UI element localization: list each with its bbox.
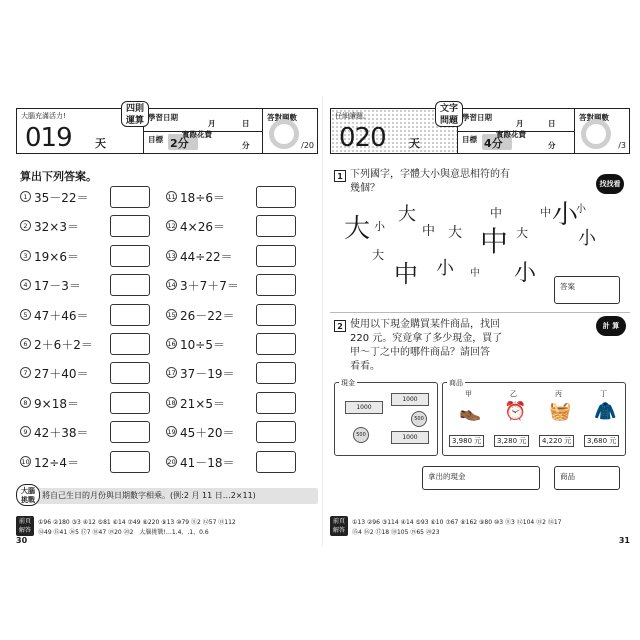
size-char: 小 (576, 204, 586, 215)
answer-box[interactable] (256, 215, 296, 237)
problem-number: 15 (167, 310, 176, 319)
challenge-icon (16, 484, 40, 506)
header-caption: 大腦充滿活力! (21, 112, 66, 120)
question-2-line4: 看看。 (350, 361, 380, 372)
answer-box[interactable] (110, 392, 150, 414)
book-spine (322, 96, 323, 546)
goods-price: 3,280 元 (494, 435, 529, 447)
goods-price: 4,220 元 (539, 435, 574, 447)
cash-answer-box[interactable] (422, 466, 540, 490)
answer-box[interactable] (110, 451, 150, 473)
answer-box[interactable] (256, 392, 296, 414)
banknote: 1000 (391, 393, 429, 406)
page-number: 31 (618, 536, 630, 545)
study-date-label: 學習日期 (462, 113, 492, 122)
challenge-icon-line2: 挑戰 (21, 496, 35, 504)
score-ring-icon (581, 119, 611, 149)
question-1-number: 1 (334, 170, 346, 182)
banknote: 1000 (391, 431, 429, 444)
problem-number: 3 (20, 250, 31, 261)
answer-tag-line1: 前頁 (332, 518, 345, 525)
answer-tag-line2: 解答 (332, 527, 345, 534)
problem-number: 13 (167, 251, 176, 260)
answer-box[interactable] (256, 245, 296, 267)
month-label: 月 (208, 119, 216, 128)
goods-name: 乙 (510, 390, 517, 398)
answer-box[interactable] (110, 186, 150, 208)
answer-box[interactable] (256, 421, 296, 443)
category-line1: 四則 (125, 104, 144, 114)
problem-number: 17 (167, 369, 176, 378)
brain-challenge (16, 484, 318, 506)
score-label: 答對題數 (267, 113, 297, 122)
answer-box[interactable] (110, 304, 150, 326)
goods-name: 丁 (600, 390, 607, 398)
problem-expression: 3＋7＋7＝ (180, 279, 239, 294)
cash-panel (334, 379, 438, 456)
problem-expression: 9×18＝ (34, 396, 79, 411)
problem-expression: 35－22＝ (34, 191, 89, 205)
size-char: 小 (578, 228, 596, 249)
challenge-text: 將自己生日的月份與日期數字相乘。(例:2 月 11 日…2×11) (42, 491, 256, 500)
cash-label: 現金 (341, 379, 355, 387)
banknote: 1000 (345, 401, 383, 414)
problem-expression: 45＋20＝ (180, 426, 235, 441)
day-number: 019 (25, 123, 72, 153)
score-ring-icon (269, 119, 299, 149)
answer-line-1: ①13 ②96 ③114 ④14 ⑤93 ⑥10 ⑦67 ⑧162 ⑨80 ⑩3 ⑪3 ⑫104 ⑬2 ⑭17 (352, 519, 562, 526)
problem-expression: 4×26＝ (180, 220, 225, 235)
category-line1: 文字 (439, 104, 458, 114)
problem-number: 18 (167, 398, 176, 407)
answer-box[interactable] (256, 362, 296, 384)
goods-answer-box[interactable] (554, 466, 620, 490)
goods-item-icon: 🧺 (549, 401, 572, 422)
problem-number: 6 (20, 338, 31, 349)
day-header (330, 104, 630, 154)
calc-badge: 計 算 (596, 316, 626, 336)
goods-name: 甲 (465, 390, 472, 398)
question-2-line3: 甲～丁之中的哪件商品？請回答 (350, 347, 490, 358)
divider (330, 312, 630, 313)
score-box[interactable] (575, 109, 629, 153)
question-1-line1: 下列國字，字體大小與意思相符的有 (350, 169, 510, 180)
day-unit: 天 (409, 137, 420, 150)
actual-unit: 分 (242, 141, 250, 150)
time-row[interactable] (144, 131, 262, 153)
answer-box[interactable] (110, 245, 150, 267)
problem-number: 1 (20, 191, 31, 202)
answer-tag-line2: 解答 (18, 527, 31, 534)
challenge-icon-line1: 大腦 (21, 487, 35, 495)
day-box (17, 104, 144, 153)
goods-item-icon: 🧥 (594, 401, 617, 422)
size-char: 小 (374, 220, 385, 233)
goods-answer-label: 商品 (560, 472, 575, 481)
answer-box[interactable] (110, 274, 150, 296)
problem-number: 4 (20, 279, 31, 290)
problem-number: 20 (167, 457, 176, 466)
goods-item-icon: ⏰ (504, 401, 527, 422)
question-1-line2: 幾個？ (350, 183, 380, 194)
size-char: 中 (490, 206, 503, 220)
problem-number: 16 (167, 340, 176, 348)
size-char: 大 (372, 248, 385, 262)
size-char: 大 (344, 214, 371, 244)
day-number: 020 (339, 123, 386, 153)
size-char: 小 (436, 258, 454, 279)
problem-number: 7 (20, 367, 31, 378)
size-char: 中 (470, 268, 480, 279)
month-label: 月 (516, 119, 524, 128)
size-char: 中 (540, 206, 551, 219)
size-char: 小 (552, 200, 579, 230)
day-label: 日 (242, 119, 250, 128)
size-char: 大 (398, 204, 416, 225)
answer-line-2: ⑮4 ⑯2 ⑰18 ⑱105 ⑲65 ⑳23 (352, 529, 440, 536)
actual-time-label: 實際花費 (496, 130, 526, 139)
problem-expression: 19×6＝ (34, 249, 79, 264)
size-char: 大 (516, 226, 529, 240)
problem-expression: 44÷22＝ (180, 249, 233, 264)
actual-unit: 分 (548, 141, 556, 150)
size-char: 中 (394, 260, 418, 288)
day-header (16, 104, 318, 154)
problem-expression: 12÷4＝ (34, 455, 79, 470)
header-caption: 仔細讀題。 (335, 112, 370, 120)
problem-number: 19 (167, 428, 176, 437)
problem-expression: 10÷5＝ (180, 338, 225, 352)
size-char: 中 (422, 224, 436, 239)
question-2-number: 2 (334, 320, 346, 332)
category-line2: 問題 (439, 116, 458, 126)
find-badge: 找找看 (596, 174, 624, 194)
category-line2: 運算 (125, 116, 144, 126)
cash-answer-label: 拿出的現金 (428, 472, 466, 481)
goods-name: 丙 (555, 390, 562, 398)
size-char: 小 (514, 261, 537, 286)
day-box (331, 104, 458, 153)
time-row[interactable] (458, 131, 574, 153)
answer-tag-line1: 前頁 (18, 518, 31, 525)
problem-expression: 17－3＝ (34, 279, 81, 294)
coin: 500 (353, 427, 369, 443)
question-2-line2: 220 元。究竟拿了多少現金，買了 (350, 333, 503, 344)
problem-number: 9 (20, 426, 31, 437)
problem-number: 12 (167, 222, 176, 231)
instruction: 算出下列答案。 (20, 170, 97, 183)
answer-key (16, 516, 318, 538)
answer-box[interactable] (110, 362, 150, 384)
goods-item-icon: 👞 (459, 401, 482, 422)
score-total: /3 (618, 141, 626, 150)
answer-box[interactable] (256, 451, 296, 473)
problem-expression: 41－18＝ (180, 455, 235, 470)
goal-value: 4分 (484, 137, 503, 150)
answer-line-1: ①96 ②180 ③3 ④12 ⑤81 ⑥14 ⑦49 ⑧220 ⑨13 ⑩79 ⑪2 ⑫57 ⑬112 (38, 519, 236, 526)
goods-price: 3,980 元 (449, 435, 484, 447)
answer-key-tag (330, 516, 348, 536)
day-unit: 天 (95, 137, 106, 150)
goal-value: 2分 (170, 137, 189, 150)
score-total: /20 (301, 141, 314, 150)
day-label: 日 (548, 119, 556, 128)
left-page (16, 96, 318, 546)
problem-number: 2 (20, 220, 31, 231)
goods-panel (442, 379, 626, 456)
study-date-label: 學習日期 (148, 113, 178, 122)
problem-expression: 27＋40＝ (34, 367, 89, 382)
problem-number: 5 (20, 309, 31, 320)
answer-box[interactable] (256, 333, 296, 355)
goal-label: 目標 (462, 135, 477, 144)
size-char: 中 (480, 225, 509, 258)
study-info (144, 109, 263, 153)
goods-label: 商品 (449, 379, 463, 387)
q1-answer-label: 答案 (560, 282, 575, 291)
answer-box[interactable] (256, 274, 296, 296)
problem-expression: 26－22＝ (180, 308, 235, 323)
score-box[interactable] (263, 109, 317, 153)
problem-expression: 21×5＝ (180, 396, 225, 411)
problem-number: 14 (167, 281, 176, 290)
answer-key (330, 516, 630, 538)
right-page (330, 96, 630, 546)
answer-box[interactable] (256, 186, 296, 208)
q1-answer-box[interactable] (554, 276, 620, 304)
goal-label: 目標 (148, 135, 163, 144)
problem-expression: 47＋46＝ (34, 308, 89, 323)
answer-box[interactable] (110, 215, 150, 237)
actual-time-label: 實際花費 (182, 130, 212, 139)
problem-expression: 18÷6＝ (180, 191, 225, 205)
study-info (458, 109, 575, 153)
question-2-line1: 使用以下現金購買某件商品，找回 (350, 319, 500, 330)
answer-key-tag (16, 516, 34, 536)
answer-box[interactable] (256, 304, 296, 326)
problem-expression: 32×3＝ (34, 220, 79, 235)
problem-number: 10 (21, 457, 30, 466)
problem-expression: 37－19＝ (180, 367, 235, 382)
problem-number: 11 (167, 193, 176, 201)
answer-box[interactable] (110, 333, 150, 355)
problem-expression: 2＋6＋2＝ (34, 338, 93, 352)
problem-expression: 42＋38＝ (34, 426, 89, 441)
answer-line-2: ⑭49 ⑮41 ⑯5 ⑰7 ⑱47 ⑲20 ⑳2 大腦挑戰!…1.4、.1、0.6 (38, 529, 209, 536)
goods-price: 3,680 元 (584, 435, 619, 447)
coin: 500 (411, 411, 427, 427)
answer-box[interactable] (110, 421, 150, 443)
score-label: 答對題數 (579, 113, 609, 122)
size-char: 大 (448, 225, 462, 241)
page-number: 30 (16, 536, 28, 545)
problem-number: 8 (20, 397, 31, 408)
